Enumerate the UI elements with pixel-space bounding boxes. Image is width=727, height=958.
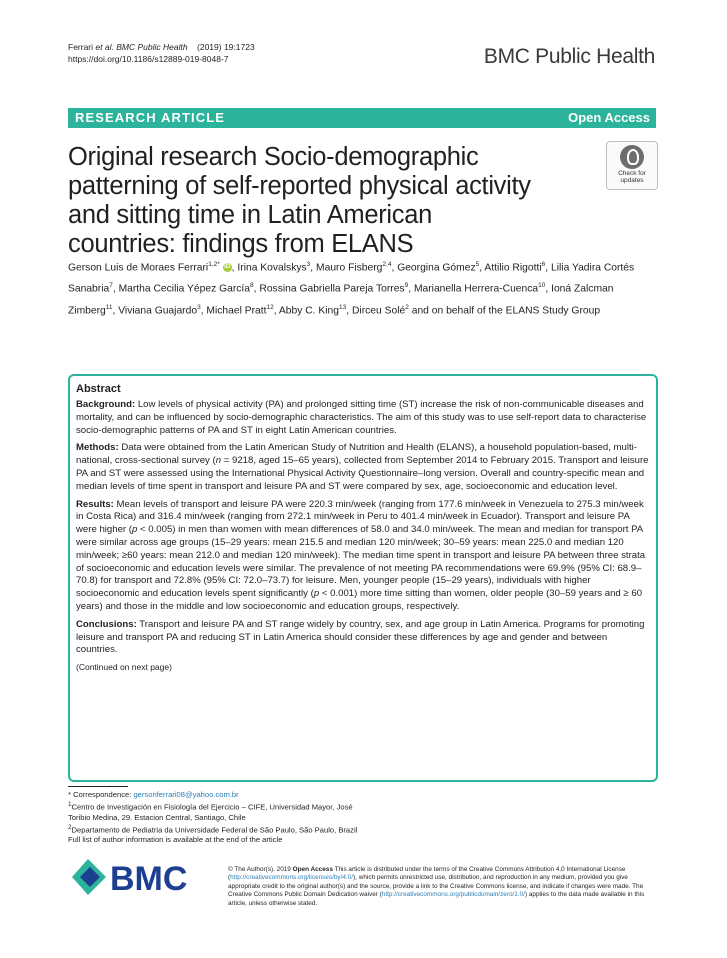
article-type-label: RESEARCH ARTICLE [75, 110, 226, 125]
author[interactable]: Mauro Fisberg [316, 262, 383, 274]
background-label: Background: [76, 399, 136, 410]
author-affiliation-sup: 13 [339, 303, 347, 311]
check-for-updates-line1: Check for [618, 170, 646, 177]
license-open-access: Open Access [292, 866, 333, 873]
article-type-banner [68, 108, 656, 128]
author-affiliation-sup: 3 [197, 303, 201, 311]
author[interactable]: Georgina Gómez [397, 262, 476, 274]
abstract-conclusions [76, 619, 650, 657]
author[interactable]: Lilia Yadira Cortés Sanabria [68, 262, 635, 295]
affiliation-2 [68, 823, 368, 836]
affiliation-sup: 1 [68, 801, 72, 808]
author[interactable]: Gerson Luis de Moraes Ferrari [68, 262, 209, 274]
affiliation-sup: 2 [68, 823, 72, 831]
author-affiliation-sup: 2,4 [382, 261, 392, 268]
correspondence-label: * Correspondence: [68, 790, 132, 799]
journal-name: BMC Public Health [483, 45, 655, 68]
check-for-updates-button[interactable] [606, 141, 658, 190]
doi-link[interactable]: https://doi.org/10.1186/s12889-019-8048-7 [68, 54, 229, 64]
affiliation-text: Departamento de Pediatria da Universidade Federal de São Paulo, São Paulo, Brazil [71, 825, 358, 835]
author-affiliation-sup: 1,2* [208, 261, 220, 268]
citation-line [68, 41, 255, 53]
citation-author: Ferrari [68, 42, 94, 52]
citation-block [68, 41, 255, 65]
author-affiliation-sup: 7 [109, 282, 113, 290]
abstract-results [76, 499, 650, 614]
bmc-logo-text: BMC [110, 860, 188, 898]
footnote-divider [68, 786, 128, 787]
author-affiliation-sup: 8 [250, 282, 254, 290]
license-text [228, 866, 648, 908]
author-affiliation-sup: 12 [266, 303, 274, 311]
background-text: Low levels of physical activity (PA) and prolonged sitting time (ST) increase the risk of non-communicable diseases and mortality, and can be influenced by socio-demographic characteristics. The aim of this study was to use self-report data to characterise socio-demographic patterns of PA and ST in eight Latin American countries. [76, 399, 647, 436]
methods-text: Data were obtained from the Latin American Study of Nutrition and Health (ELANS), a household population-based, multi-national, cross-sectional survey ( [76, 442, 637, 467]
abstract-methods [76, 442, 650, 493]
results-text-cont: < 0.005) in men than women with mean differences of 58.0 and 34.0 min/week. The mean and median for transport PA were similar across age groups (15–29 years: mean 215.5 and median 120 min/week; 30–59 years: mean 225.0 and median 120 min/week; ≥60 years: mean 212.0 and median 120 min/week). The median time spent in transport and leisure PA between three strata of socioeconomic and education levels were similar. The prevalence of not meeting PA recommendations were 69.9% (95% CI: 68.9–70.8) for transport and 72.8% (95% CI: 72.0–73.7) for leisure. Men, younger people (15–29 years), individuals with higher socioeconomic and education levels spent significantly ( [76, 524, 646, 600]
study-group: and on behalf of the ELANS Study Group [411, 305, 601, 317]
author-affiliation-sup: 9 [404, 282, 409, 290]
results-p: p [132, 524, 138, 536]
author-affiliation-sup: 11 [105, 303, 113, 311]
author[interactable]: Michael Pratt [206, 305, 267, 317]
conclusions-label: Conclusions: [76, 618, 137, 630]
license-link-by[interactable]: http://creativecommons.org/licenses/by/4.0/ [230, 874, 354, 882]
full-author-info-note: Full list of author information is available at the end of the article [68, 835, 283, 845]
author[interactable]: Martha Cecilia Yépez García [118, 283, 251, 295]
citation-volume: (2019) 19:1723 [197, 42, 255, 52]
orcid-icon[interactable]: iD [224, 264, 231, 271]
author[interactable]: Viviana Guajardo [118, 305, 198, 317]
author[interactable]: Ioná Zalcman Zimberg [68, 283, 614, 317]
methods-n: n [215, 455, 222, 467]
license-link-zero[interactable]: http://creativecommons.org/publicdomain/zero/1.0/ [381, 891, 525, 899]
author[interactable]: Abby C. King [278, 305, 340, 317]
abstract-heading: Abstract [76, 383, 121, 395]
abstract-background [76, 399, 650, 437]
author[interactable]: Dirceu Solé [351, 305, 406, 317]
author-affiliation-sup: 5 [475, 261, 480, 268]
results-label: Results: [76, 498, 114, 510]
continued-note: (Continued on next page) [76, 662, 172, 673]
author[interactable]: Attilio Rigotti [484, 262, 542, 274]
methods-text-cont: = 9218, aged 15–65 years), collected from September 2014 to February 2015. Transport and leisure PA and ST were assessed using the International Physical Activity Questionnaire–long version. Overall and country-specific mean and median levels of time spent in transport and leisure PA and ST were compared by sex, age, socioeconomic and education level. [76, 455, 649, 492]
license-body-cont: ), which permits unrestricted use, distribution, and reproduction in any medium, provided you give appropriate credit to the original author(s) and the source, provide a link to the Creative Commons license, and indicate if changes were made. The Creative Commons Public Domain Dedication waiver ( [228, 874, 644, 899]
author-affiliation-sup: 3 [306, 261, 311, 268]
results-text-end: < 0.001) more time sitting than women, older people (30–59 years and ≥ 60 years) and those in the middle and low socioeconomic and education groups, respectively. [76, 588, 643, 612]
article-title: Original research Socio-demographic patterning of self-reported physical activity and sitting time in Latin American countries: findings from ELANS [68, 143, 531, 258]
author-affiliation-sup: 2 [405, 303, 409, 311]
affiliation-1 [68, 800, 368, 823]
footnotes [68, 790, 368, 845]
conclusions-text: Transport and leisure PA and ST range widely by country, sex, and age group in Latin America. Programs for promoting leisure and transport PA and reducing ST in Latin America should consider these differences by age and gender and between countries. [76, 618, 645, 656]
license-copyright: © The Author(s). 2019 [228, 866, 293, 873]
open-access-label: Open Access [568, 110, 650, 125]
license-body-end: ) applies to the data made available in this article, unless otherwise stated. [228, 891, 645, 907]
license-body: This article is distributed under the terms of the Creative Commons Attribution 4.0 International License ( [228, 866, 626, 882]
citation-journal: BMC Public Health [116, 42, 188, 52]
author[interactable]: Irina Kovalskys [237, 262, 307, 274]
author[interactable]: Rossina Gabriella Pareja Torres [259, 283, 405, 295]
author-list: Gerson Luis de Moraes Ferrari$^{1,2*}$ iD , Irina Kovalskys$^3$, Mauro Fisberg$^{2,4}$, Georgina Gómez$^5$, Attilio Rigotti$^6$, Lilia Yadira Cortés Sanabria$^7$, Martha Cecilia Yépez García$^8$, Rossina Gabriella Pareja Torres$^9$, Marianella Herrera-Cuenca$^{10}$, Ioná Zalcman Zimberg$^{11}$, Viviana Guajardo$^3$, Michael Pratt$^{12}$, Abby C. King$^{13}$, Dirceu Solé$^2$ and on behalf of the ELANS Study Group [68, 261, 635, 317]
author[interactable]: Marianella Herrera-Cuenca [413, 283, 539, 295]
results-text: Mean levels of transport and leisure PA were 220.3 min/week (ranging from 177.6 min/week in Venezuela to 275.3 min/week in Costa Rica) and 316.4 min/week (ranging from 272.1 min/week in Peru to 401.4 min/week in Ecuador). Transport and leisure PA were higher ( [76, 498, 644, 536]
author-affiliation-sup: 6 [541, 261, 546, 268]
citation-etal: et al. [95, 42, 114, 52]
abstract-box [68, 374, 658, 782]
correspondence-email[interactable]: gersonferrari08@yahoo.com.br [133, 790, 239, 799]
results-p: p [313, 588, 320, 600]
correspondence [68, 790, 368, 800]
affiliation-text: Centro de Investigación en Fisiología del Ejercicio – CIFE, Universidad Mayor, José Toribio Medina, 29. Estacion Central, Santiago, Chile [68, 802, 353, 822]
check-for-updates-icon [620, 145, 644, 169]
check-for-updates-line2: updates [620, 177, 644, 184]
methods-label: Methods: [76, 442, 119, 454]
author-affiliation-sup: 10 [538, 282, 546, 290]
bmc-logo[interactable] [68, 851, 204, 901]
